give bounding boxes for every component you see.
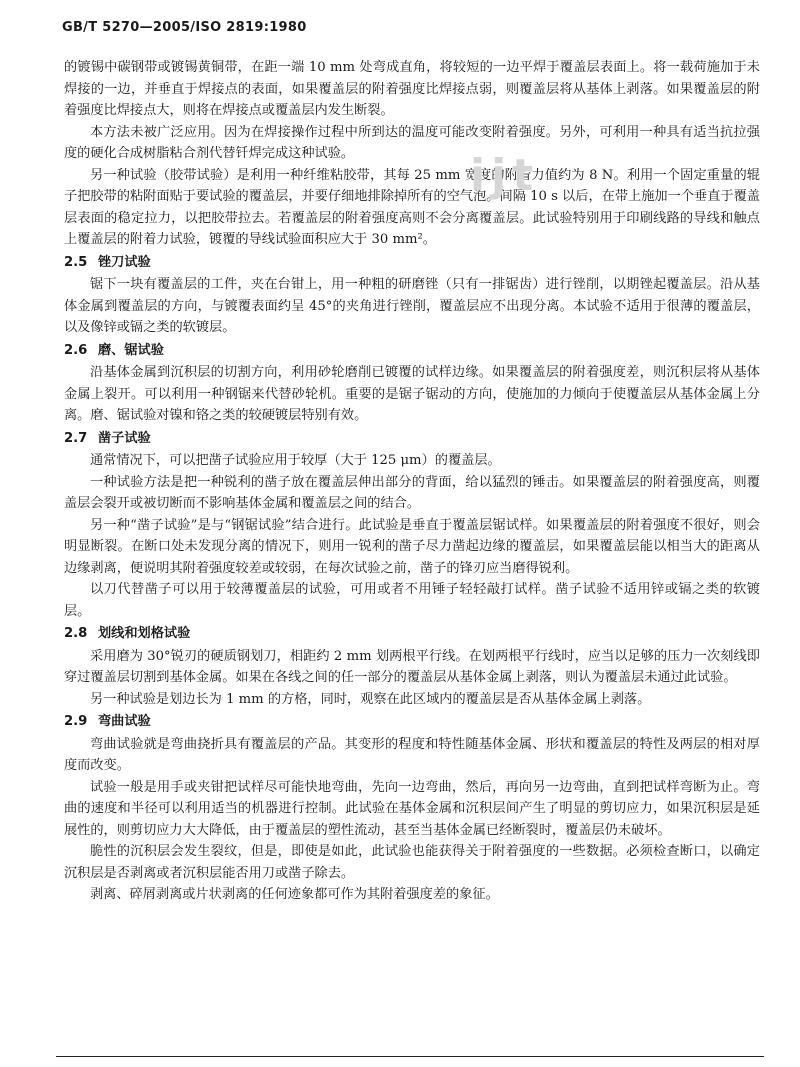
paragraph: 通常情况下，可以把凿子试验应用于较厚（大于 125 μm）的覆盖层。	[90, 453, 501, 468]
section-number: 2.5	[64, 254, 88, 270]
standard-header: GB/T 5270—2005/ISO 2819:1980	[62, 20, 307, 35]
section-heading-2-8	[64, 623, 760, 645]
section-number: 2.9	[64, 714, 88, 729]
watermark: ijt	[470, 150, 540, 201]
paragraph: 弯曲试验就是弯曲挠折具有覆盖层的产品。其变形的程度和特性随基体金属、形状和覆盖层的特性及两层的相对厚度而改变。	[64, 736, 760, 773]
section-number: 2.8	[64, 626, 88, 641]
section-heading-2-6	[64, 340, 760, 362]
paragraph: 采用磨为 30°锐刃的硬质钢划刀，相距约 2 mm 划两根平行线。在划两根平行线时，应当以足够的压力一次刻线即穿过覆盖层切割到基体金属。如果在各线之间的任一部分的覆盖层从基体金属上剥落，则认为覆盖层未通过此试验。	[64, 648, 760, 685]
section-number: 2.7	[64, 430, 88, 446]
section-heading-2-7	[64, 428, 760, 450]
paragraph: 另一种试验是划边长为 1 mm 的方格，同时，观察在此区域内的覆盖层是否从基体金属上剥落。	[90, 691, 651, 707]
page-bottom-rule	[56, 1056, 764, 1057]
paragraph: 的镀锡中碳钢带或镀锡黄铜带，在距一端 10 mm 处弯成直角，将较短的一边平焊于覆盖层表面上。将一载荷施加于未焊接的一边，并垂直于焊接点的表面，如果覆盖层的附着强度比焊接点弱，则覆盖层将从基体上剥落。如果覆盖层的附着强度比焊接点大，则将在焊接点或覆盖层内发生断裂。	[64, 60, 760, 118]
paragraph: 另一种试验（胶带试验）是利用一种纤维粘胶带，其每 25 mm 宽度的附着力值约为 8 N。利用一个固定重量的辊子把胶带的粘附面贴于要试验的覆盖层，并要仔细地排除掉所有的空气泡。间隔 10 s 以后，在带上施加一个垂直于覆盖层表面的稳定拉力，以把胶带拉去。若覆盖层的附着强度高则不会分离覆盖层。此试验特别用于印刷线路的导线和触点上覆盖层的附着力试验，镀覆的导线试验面积应大于 30 mm²。	[64, 167, 760, 247]
section-title: 划线和划格试验	[98, 626, 191, 641]
section-title: 锉刀试验	[98, 254, 151, 270]
paragraph: 剥离、碎屑剥离或片状剥离的任何迹象都可作为其附着强度差的象征。	[90, 887, 499, 902]
section-title: 磨、锯试验	[98, 342, 164, 358]
paragraph: 试验一般是用手或夹钳把试样尽可能快地弯曲，先向一边弯曲，然后，再向另一边弯曲，直到把试样弯断为止。弯曲的速度和半径可以利用适当的机器进行控制。此试验在基体金属和沉积层间产生了明显的剪切应力，如果沉积层是延展性的，则剪切应力大大降低，由于覆盖层的塑性流动，甚至当基体金属已经断裂时，覆盖层仍未破坏。	[64, 779, 760, 838]
section-title: 弯曲试验	[98, 714, 151, 729]
section-heading-2-5	[64, 252, 760, 274]
paragraph: 一种试验方法是把一种锐利的凿子放在覆盖层伸出部分的背面，给以猛烈的锤击。如果覆盖层的附着强度高，则覆盖层会裂开或被切断而不影响基体金属和覆盖层之间的结合。	[64, 474, 760, 511]
paragraph: 本方法未被广泛应用。因为在焊接操作过程中所到达的温度可能改变附着强度。另外，可利用一种具有适当抗拉强度的硬化合成树脂粘合剂代替钎焊完成这种试验。	[64, 124, 760, 161]
paragraph: 另一种“凿子试验”是与“钢锯试验”结合进行。此试验是垂直于覆盖层锯试样。如果覆盖层的附着强度不很好，则会明显断裂。在断口处未发现分离的情况下，则用一锐利的凿子尽力凿起边缘的覆盖层，如果覆盖层能以相当大的距离从边缘剥离，便说明其附着强度较差或较弱，在每次试验之前，凿子的锋刃应当磨得锐利。	[64, 517, 760, 576]
section-number: 2.6	[64, 342, 88, 358]
section-title: 凿子试验	[98, 430, 151, 446]
paragraph: 以刀代替凿子可以用于较薄覆盖层的试验，可用或者不用锤子轻轻敲打试样。凿子试验不适用锌或镉之类的软镀层。	[64, 582, 760, 619]
paragraph: 脆性的沉积层会发生裂纹，但是，即使是如此，此试验也能获得关于附着强度的一些数据。必须检查断口，以确定沉积层是否剥离或者沉积层能否用刀或凿子除去。	[64, 844, 760, 881]
paragraph: 锯下一块有覆盖层的工件，夹在台钳上，用一种粗的研磨锉（只有一排锯齿）进行锉削，以期锉起覆盖层。沿从基体金属到覆盖层的方向，与镀覆表面约呈 45°的夹角进行锉削，覆盖层应不出现分离。本试验不适用于很薄的覆盖层，以及像锌或镉之类的软镀层。	[64, 277, 760, 335]
paragraph: 沿基体金属到沉积层的切割方向，利用砂轮磨削已镀覆的试样边缘。如果覆盖层的附着强度差，则沉积层将从基体金属上裂开。可以利用一种钢锯来代替砂轮机。重要的是锯子锯动的方向，使施加的力倾向于使覆盖层从基体金属上分离。磨、锯试验对镍和铬之类的较硬镀层特别有效。	[64, 365, 760, 423]
section-heading-2-9	[64, 711, 760, 733]
